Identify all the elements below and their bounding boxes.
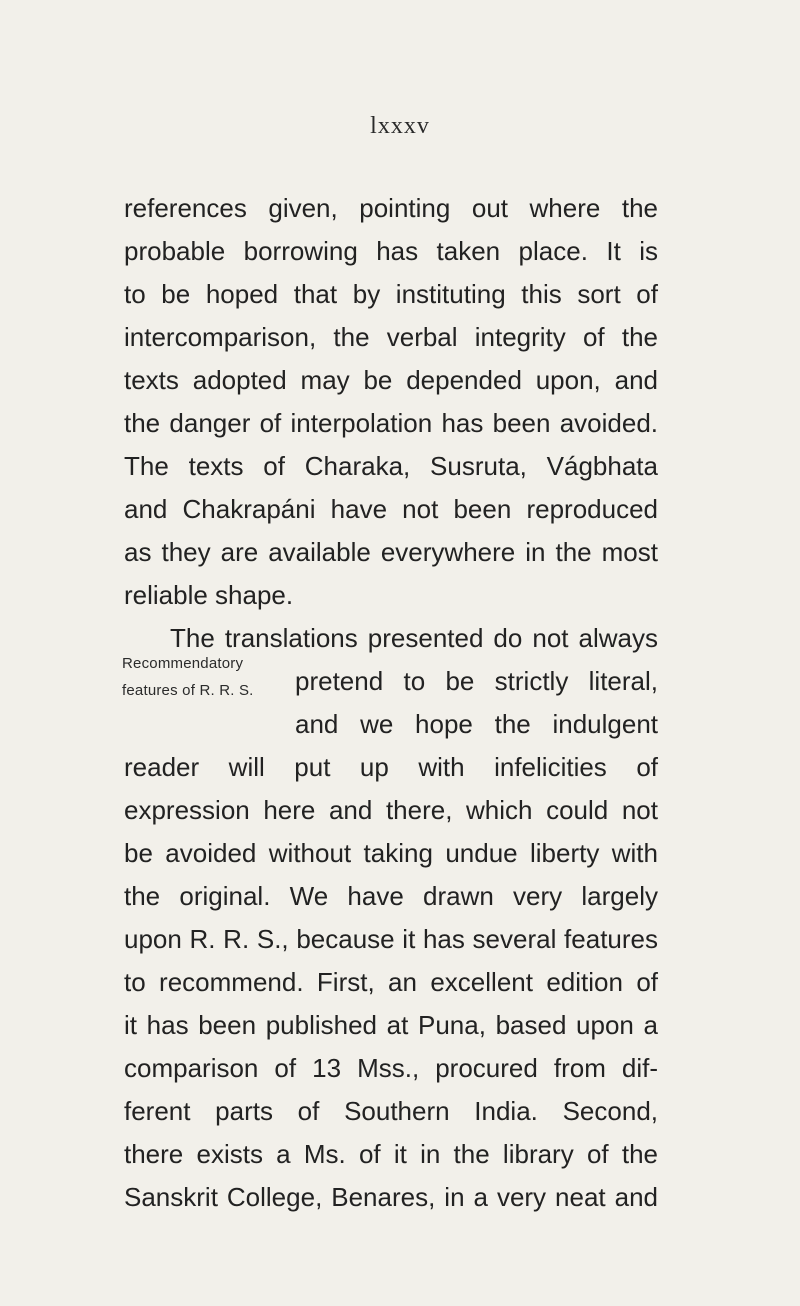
text-line-22: ferent parts of Southern India. Second, [124,1096,658,1126]
text-line-7: The texts of Charaka, Susruta, Vágbhata [124,451,658,481]
text-line-19: to recommend. First, an excellent edition of [124,967,658,997]
text-line-17: the original. We have drawn very largely [124,881,658,911]
text-line-12: pretend to be strictly literal, [295,666,658,696]
marginal-note-line-2: features of R. R. S. [122,682,254,699]
text-line-16: be avoided without taking undue liberty with [124,838,658,868]
text-line-13: and we hope the indulgent [295,709,658,739]
text-line-23: there exists a Ms. of it in the library of the [124,1139,658,1169]
page-number: lxxxv [370,113,430,139]
text-line-20: it has been published at Puna, based upon a [124,1010,658,1040]
text-line-18: upon R. R. S., because it has several features [124,924,658,954]
text-line-10: reliable shape. [124,580,294,610]
text-line-4: intercomparison, the verbal integrity of the [124,322,658,352]
text-line-1: references given, pointing out where the [124,193,658,223]
text-line-2: probable borrowing has taken place. It is [124,236,658,266]
text-line-15: expression here and there, which could not [124,795,658,825]
text-line-9: as they are available everywhere in the most [124,537,658,567]
text-line-8: and Chakrapáni have not been reproduced [124,494,658,524]
text-line-6: the danger of interpolation has been avoided. [124,408,658,438]
text-line-5: texts adopted may be depended upon, and [124,365,658,395]
text-line-3: to be hoped that by instituting this sort of [124,279,658,309]
marginal-note-line-1: Recommendatory [122,655,244,672]
text-line-11: The translations presented do not always [170,623,658,653]
text-line-14: reader will put up with infelicities of [124,752,658,782]
text-line-21: comparison of 13 Mss., procured from dif- [124,1053,658,1083]
text-line-24: Sanskrit College, Benares, in a very neat and [124,1182,658,1212]
